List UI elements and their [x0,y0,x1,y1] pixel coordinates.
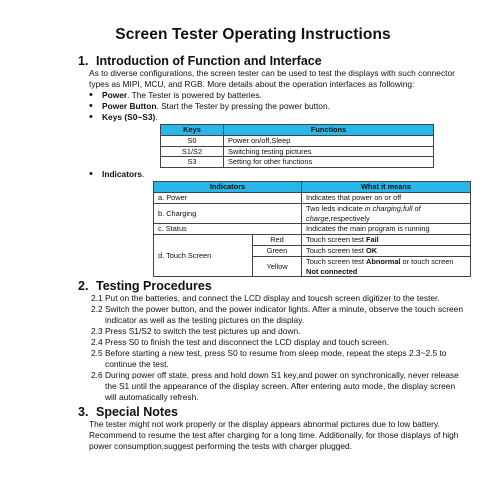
indicator-power-meaning: Indicates that power on or off [302,192,471,203]
power-button-label: Power Button [102,101,157,111]
function-cell: Setting for other functions [224,157,434,168]
step-2-3: 2.3 Press S1/S2 to switch the test pictures up and down. [91,326,301,337]
table-row [161,146,434,157]
yellow-bold1: Abnormal [365,256,401,266]
yellow-bold2: Not connected [306,266,358,276]
indicators-table [153,181,471,277]
indicator-status: c. Status [154,224,302,235]
indicators-header-indicators: Indicators [154,182,302,193]
step-2-2: 2.2 Switch the power button, and the power indicator lights. After a minute, observe the touch screen indicator as well as the testing pictures on the display. [91,304,463,326]
function-cell: Power on/off,Sleep [224,135,434,146]
indicators-header-meaning: What it means [302,182,471,193]
section3-title: Special Notes [96,405,178,420]
indicator-charging: b. Charging [154,203,302,224]
section2-title: Testing Procedures [96,279,212,294]
charging-italic: in charging,full of charge [306,203,421,223]
table-row [154,203,471,224]
section1-number: 1. [78,54,89,68]
keys-suffix: . [155,112,158,122]
green-pre: Touch screen test [306,245,366,255]
indicator-green: Green [253,245,302,256]
indicator-power: a. Power [154,192,302,203]
table-row [154,235,471,246]
table-row [161,135,434,146]
section1-intro: As to diverse configurations, the screen tester can be used to test the displays with such connector types as MIPI, MCU, and RGB. More details about the operation interfaces as following: [89,68,455,89]
key-cell: S1/S2 [161,146,224,157]
bullet-indicators [102,169,466,180]
yellow-pre: Touch screen test [306,256,366,266]
step-2-4: 2.4 Press S0 to finish the test and disconnect the LCD display and touch screen. [91,337,389,348]
section2-number: 2. [78,279,89,294]
yellow-mid: or touch screen [400,256,454,266]
section2-heading [78,279,466,293]
indicator-yellow: Yellow [253,256,302,277]
bullet-power [102,90,466,101]
document-title: Screen Tester Operating Instructions [115,26,391,43]
step-2-5: 2.5 Before starting a new test, press S0 to resume from sleep mode, repeat the steps 2.3~2.5 to continue the test. [91,348,447,370]
table-row [154,224,471,235]
indicator-status-meaning: Indicates the main program is running [302,224,471,235]
keys-label: Keys (S0~S3) [102,112,156,122]
table-row [161,157,434,168]
step-2-1: 2.1 Put on the batteries, and connect the LCD display and toucsh screen digitizer to the tester. [91,293,440,304]
keys-header-keys: Keys [161,125,224,136]
power-button-text: . Start the Tester by pressing the power button. [156,101,330,111]
indicators-label: Indicators [102,169,143,180]
section3-number: 3. [78,405,89,420]
section3-heading [78,405,466,419]
section1-title: Introduction of Function and Interface [96,54,322,68]
charging-pre: Two leds indicate [306,203,365,213]
keys-table [160,124,434,168]
table-row [154,192,471,203]
indicator-red-meaning [302,235,471,246]
section1-heading [78,54,466,68]
green-bold: OK [365,245,378,255]
step-2-6: 2.6 During power off state, press and hold down S1 key,and power on synchronically, never release the S1 until the appearance of the display screen. After entering auto mode, the display screen will automatically refresh. [91,370,459,403]
keys-header-functions: Functions [224,125,434,136]
charging-post: ,respectively [328,213,370,223]
indicator-green-meaning [302,245,471,256]
indicator-charging-meaning [302,203,471,224]
key-cell: S0 [161,135,224,146]
keys-table-header [161,125,434,136]
power-label: Power [102,90,128,100]
red-bold: Fail [365,235,379,245]
section3-text: The tester might not work properly or the display appears abnormal pictures due to low battery. Recommend to resume the test after charging for a long time. Additionally, for those displays of high power consumption,suggest performing the tests with charger plugged. [89,419,459,452]
indicators-suffix: . [142,169,145,180]
red-pre: Touch screen test [306,235,366,245]
function-cell: Switching testing pictures [224,146,434,157]
indicator-yellow-meaning [302,256,471,277]
bullet-power-button [102,101,466,112]
indicator-red: Red [253,235,302,246]
bullet-keys [102,112,466,123]
key-cell: S3 [161,157,224,168]
indicators-table-header [154,182,471,193]
power-text: . The Tester is powered by batteries. [127,90,262,100]
indicator-touch-screen: d. Touch Screen [154,235,253,277]
